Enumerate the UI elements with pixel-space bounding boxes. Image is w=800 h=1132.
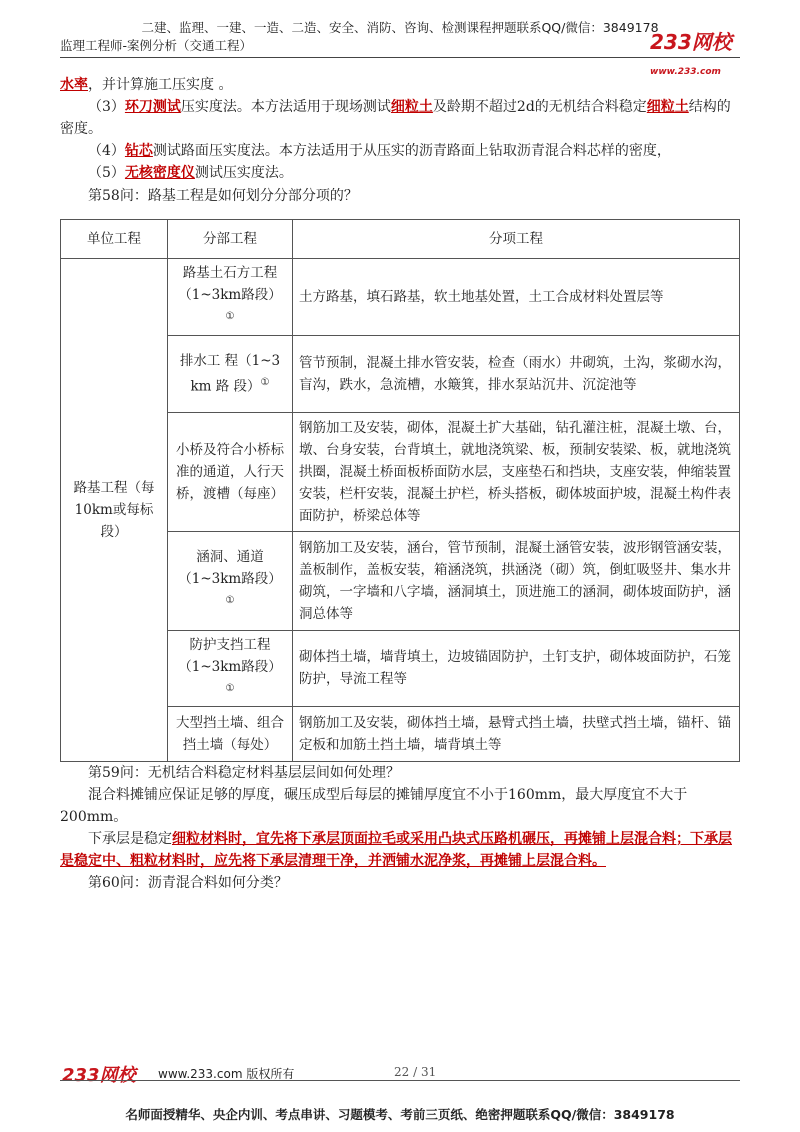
table-row bbox=[61, 259, 740, 336]
part-cell: 涵洞、通道（1~3km路段）① bbox=[168, 531, 293, 630]
paragraph-item5: （5）无核密度仪测试压实度法。 bbox=[88, 165, 293, 181]
paragraph-item3: （3）环刀测试压实度法。本方法适用于现场测试细粒土及龄期不超过2d的无机结合料稳定细粒土结构的密度。 bbox=[60, 99, 731, 137]
item-cell: 砌体挡土墙，墙背填土，边坡锚固防护，土钉支护，砌体坡面防护，石笼防护，导流工程等 bbox=[293, 630, 740, 707]
item-cell: 钢筋加工及安装，砌体挡土墙，悬臂式挡土墙，扶壁式挡土墙，锚杆、锚定板和加筋土挡土墙，墙背填土等 bbox=[293, 707, 740, 762]
division-table bbox=[60, 219, 740, 762]
answer-59-p1: 混合料摊铺应保证足够的厚度，碾压成型后每层的摊铺厚度宜不小于160mm，最大厚度宜不大于200mm。 bbox=[60, 787, 688, 825]
footer-copyright: www.233.com 版权所有 bbox=[158, 1067, 295, 1081]
header-ad-line: 二建、监理、一建、一造、二造、安全、消防、咨询、检测课程押题联系QQ/微信：3849178 bbox=[141, 20, 659, 35]
question-59: 第59问：无机结合料稳定材料基层层间如何处理？ bbox=[88, 765, 400, 781]
page-number: 22 / 31 bbox=[394, 1065, 437, 1079]
footer-divider bbox=[60, 1080, 740, 1081]
item-cell: 土方路基，填石路基，软土地基处置，土工合成材料处置层等 bbox=[293, 259, 740, 336]
part-cell: 路基土石方工程（1~3km路段）① bbox=[168, 259, 293, 336]
table-header-row bbox=[61, 220, 740, 259]
brand-logo: 233网校 www.233.com bbox=[650, 30, 732, 77]
header-part: 分部工程 bbox=[168, 220, 293, 259]
question-60: 第60问：沥青混合料如何分类？ bbox=[88, 875, 288, 891]
item-cell: 管节预制，混凝土排水管安装，检查（雨水）井砌筑，土沟，浆砌水沟，盲沟，跌水，急流槽，水簸箕，排水泵站沉井、沉淀池等 bbox=[293, 335, 740, 412]
part-cell: 排水工 程（1~3 km 路 段）① bbox=[168, 335, 293, 412]
paragraph-line1: 水率，并计算施工压实度 。 bbox=[60, 77, 233, 93]
item-cell: 钢筋加工及安装，砌体，混凝土扩大基础，钻孔灌注桩，混凝土墩、台，墩、台身安装，台背填土，就地浇筑梁、板，预制安装梁、板，就地浇筑拱圈，混凝土桥面板桥面防水层，支座垫石和挡块，支座安装，伸缩装置安装，栏杆安装，混凝土护栏，桥头搭板，砌体坡面护坡，混凝土构件表面防护，桥梁总体等 bbox=[293, 412, 740, 531]
header-divider bbox=[60, 57, 740, 58]
part-cell: 大型挡土墙、组合挡土墙（每处） bbox=[168, 707, 293, 762]
part-cell: 防护支挡工程（1~3km路段）① bbox=[168, 630, 293, 707]
doc-title: 监理工程师-案例分析（交通工程） bbox=[60, 38, 253, 53]
header-unit: 单位工程 bbox=[61, 220, 168, 259]
part-cell: 小桥及符合小桥标准的通道，人行天桥，渡槽（每座） bbox=[168, 412, 293, 531]
item-cell: 钢筋加工及安装，涵台，管节预制，混凝土涵管安装，波形钢管涵安装，盖板制作，盖板安装，箱涵浇筑，拱涵浇（砌）筑，倒虹吸竖井、集水井砌筑，一字墙和八字墙，涵洞填土，顶进施工的涵洞，砌体坡面防护，涵洞总体等 bbox=[293, 531, 740, 630]
paragraph-item4: （4）钻芯测试路面压实度法。本方法适用于从压实的沥青路面上钻取沥青混合料芯样的密度， bbox=[88, 143, 671, 159]
footer-logo: 233网校 bbox=[62, 1065, 136, 1086]
header-item: 分项工程 bbox=[293, 220, 740, 259]
answer-59-p2: 下承层是稳定细粒材料时，宜先将下承层顶面拉毛或采用凸块式压路机碾压，再摊铺上层混合料；下承层是稳定中、粗粒材料时，应先将下承层清理干净，并洒铺水泥净浆，再摊铺上层混合料。 bbox=[60, 831, 732, 869]
footer-ad-line: 名师面授精华、央企内训、考点串讲、习题模考、考前三页纸、绝密押题联系QQ/微信：3849178 bbox=[125, 1107, 675, 1122]
unit-cell: 路基工程（每10km或每标段） bbox=[61, 259, 168, 762]
question-58: 第58问：路基工程是如何划分分部分项的？ bbox=[88, 188, 358, 204]
